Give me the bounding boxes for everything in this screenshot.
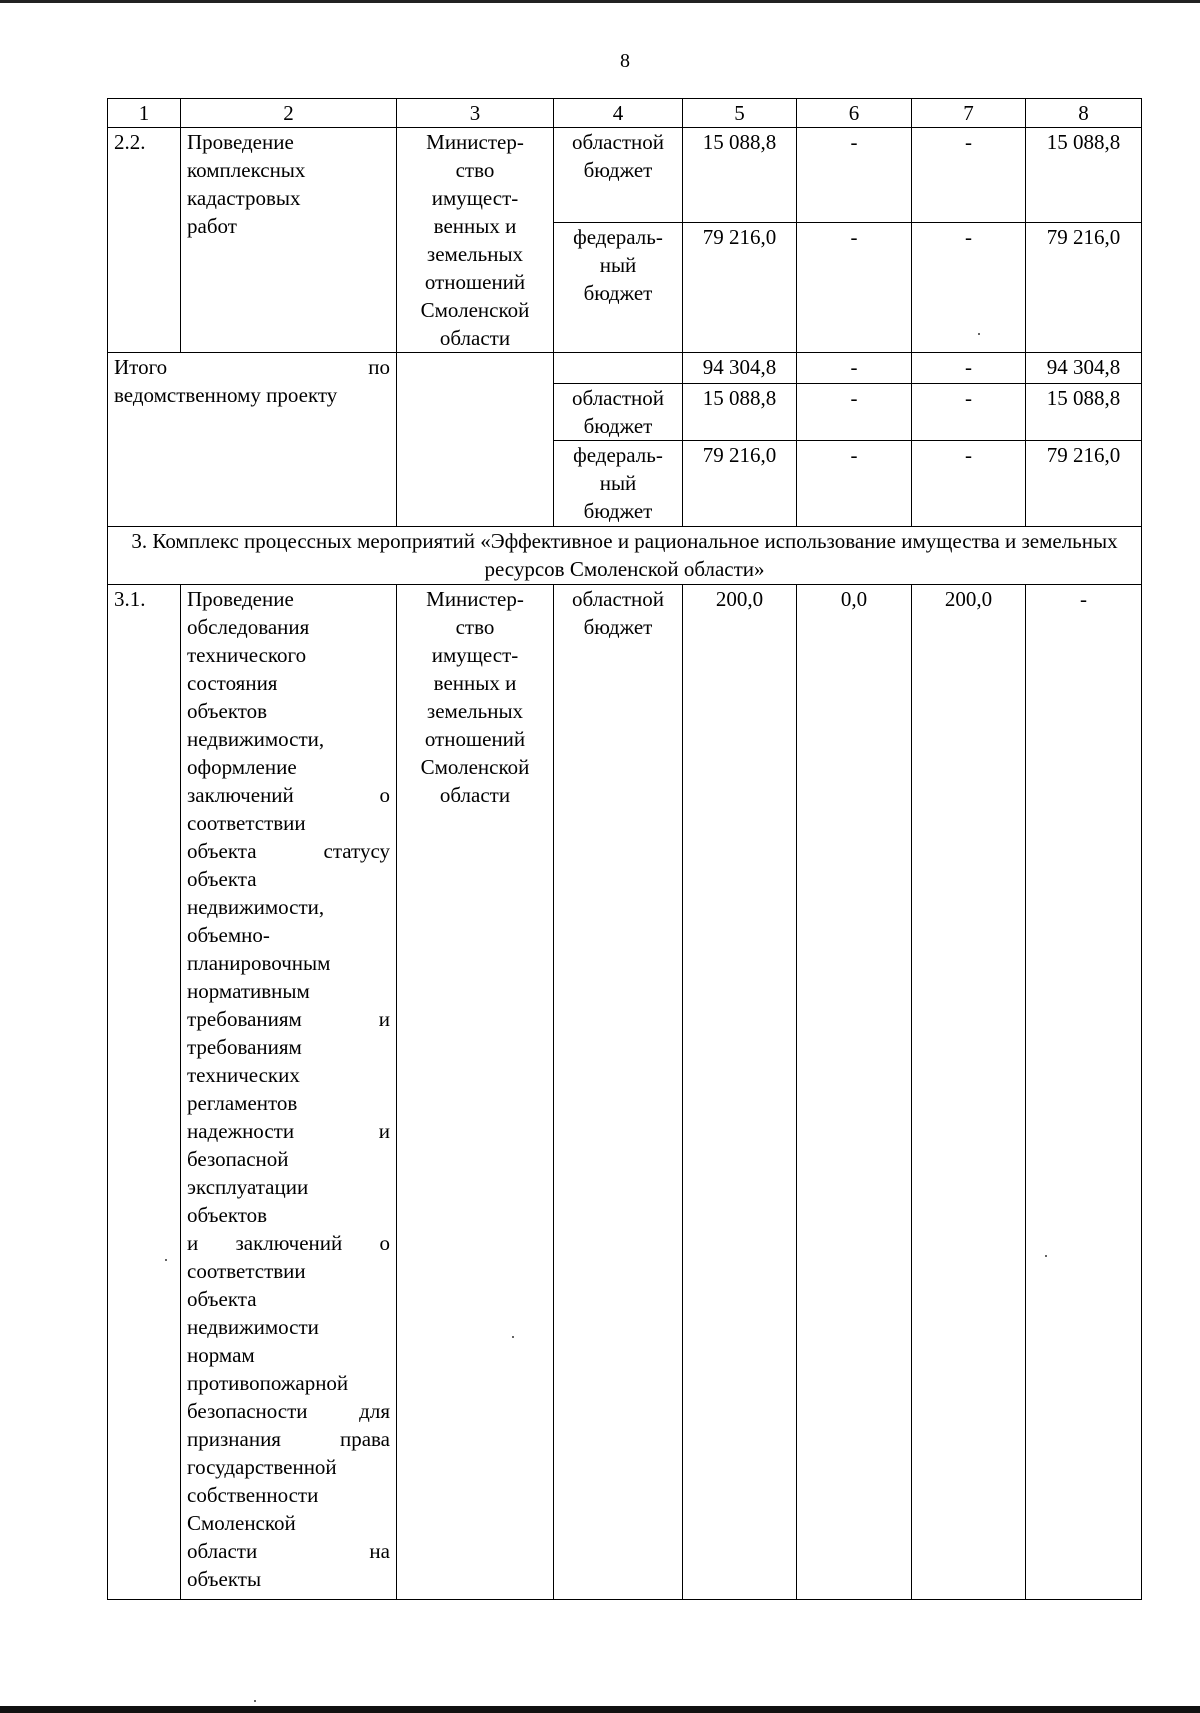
amount-year-2: -: [912, 128, 1026, 223]
amount-year-2: -: [912, 353, 1026, 384]
header-cell: 5: [683, 99, 797, 128]
subtotal-row: [108, 353, 1142, 384]
amount-total: 200,0: [683, 585, 797, 1600]
amount-year-3: 15 088,8: [1026, 128, 1142, 223]
amount-year-2: -: [912, 441, 1026, 527]
amount-year-1: 0,0: [797, 585, 912, 1600]
funding-source-empty: [554, 353, 683, 384]
table-row-2-2-regional: [108, 128, 1142, 223]
amount-year-3: 79 216,0: [1026, 223, 1142, 353]
amount-year-2: -: [912, 223, 1026, 353]
responsible-agency: Министер- ство имущест- венных и земельных отношений Смоленской области: [397, 585, 554, 1600]
responsible-agency: Министер- ство имущест- венных и земельных отношений Смоленской области: [397, 128, 554, 353]
table-row-3-1: [108, 585, 1142, 1600]
scan-speck: [512, 1336, 514, 1338]
activity-name: Проведение обследования технического состояния объектов недвижимости, оформление заключений о соответствии объекта статусу объекта недвижимости, объемно- планировочным нормативным требованиям и требованиям технических регламентов надежности и безопасной эксплуатации объектов и заключений о соответствии объекта недвижимости нормам противопожарной безопасности для признания права государственной собственности Смоленской области на объекты: [181, 585, 397, 1600]
activity-name: Проведение комплексных кадастровых работ: [181, 128, 397, 353]
scan-speck: [1045, 1255, 1047, 1257]
budget-table: [107, 98, 1142, 1600]
page-bottom-edge: [0, 1706, 1200, 1713]
funding-source: областной бюджет: [554, 384, 683, 441]
amount-year-1: -: [797, 441, 912, 527]
header-cell: 8: [1026, 99, 1142, 128]
amount-total: 15 088,8: [683, 128, 797, 223]
amount-year-1: -: [797, 384, 912, 441]
amount-year-1: -: [797, 353, 912, 384]
header-cell: 7: [912, 99, 1026, 128]
header-cell: 4: [554, 99, 683, 128]
row-number: 3.1.: [108, 585, 181, 1600]
row-number: 2.2.: [108, 128, 181, 353]
amount-year-3: 15 088,8: [1026, 384, 1142, 441]
amount-year-3: -: [1026, 585, 1142, 1600]
table-header-row: [108, 99, 1142, 128]
scan-speck: [254, 1700, 256, 1702]
amount-total: 15 088,8: [683, 384, 797, 441]
amount-year-2: 200,0: [912, 585, 1026, 1600]
funding-source: федераль- ный бюджет: [554, 441, 683, 527]
amount-year-3: 79 216,0: [1026, 441, 1142, 527]
page-top-edge: [0, 0, 1200, 3]
amount-year-1: -: [797, 128, 912, 223]
section-heading-row: [108, 527, 1142, 585]
page-number: 8: [620, 50, 630, 72]
amount-year-3: 94 304,8: [1026, 353, 1142, 384]
subtotal-responsible-empty: [397, 353, 554, 527]
scan-speck: [978, 333, 980, 335]
amount-year-2: -: [912, 384, 1026, 441]
funding-source: областной бюджет: [554, 585, 683, 1600]
header-cell: 2: [181, 99, 397, 128]
amount-total: 79 216,0: [683, 441, 797, 527]
subtotal-label: Итого по ведомственному проекту: [108, 353, 397, 527]
amount-year-1: -: [797, 223, 912, 353]
section-heading: 3. Комплекс процессных мероприятий «Эффективное и рациональное использование имущества и земельных ресурсов Смоленской области»: [108, 527, 1142, 585]
header-cell: 6: [797, 99, 912, 128]
scan-speck: [165, 1259, 167, 1261]
amount-total: 79 216,0: [683, 223, 797, 353]
funding-source: областной бюджет: [554, 128, 683, 223]
header-cell: 3: [397, 99, 554, 128]
amount-total: 94 304,8: [683, 353, 797, 384]
funding-source: федераль- ный бюджет: [554, 223, 683, 353]
header-cell: 1: [108, 99, 181, 128]
